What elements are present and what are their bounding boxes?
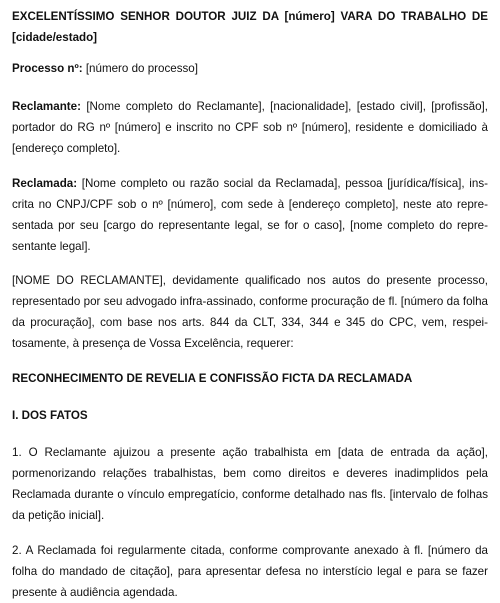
processo-value: [número do processo] (82, 62, 198, 75)
reclamante-label: Reclamante: (12, 100, 81, 113)
intro-paragraph (12, 270, 488, 354)
court-address-text: EXCELENTÍSSIMO SENHOR DOUTOR JUIZ DA [número] VARA DO TRABALHO DE [cidade/estado] (12, 10, 488, 44)
fato-text: 1. O Reclamante ajuizou a presente ação trabalhista em [data de entrada da ação], pormenorizando relações trabalhistas, bem como direitos e deveres inadimplidos pela Reclamada durante o vínculo empregatício, conforme detalhado nas fls. [intervalo de folhas da petição inicial]. (12, 446, 488, 522)
petition-title-text: RECONHECIMENTO DE REVELIA E CONFISSÃO FICTA DA RECLAMADA (12, 372, 413, 385)
fato-text: 2. A Reclamada foi regularmente citada, conforme comprovante anexado à fl. [número da folha do mandado de citação], para apresentar defesa no interstício legal e para se fazer presente à audiência agendada. (12, 544, 488, 599)
petition-title (12, 368, 488, 389)
reclamada-value: [Nome completo ou razão social da Reclamada], pessoa [jurídica/física], inscrita no CNPJ/CPF sob o nº [número], com sede à [endereço completo], neste ato representada por seu [cargo do representante legal, se for o caso], [nome completo do representante legal]. (12, 177, 488, 253)
court-address-heading (12, 6, 488, 48)
reclamada-paragraph (12, 173, 488, 257)
processo-paragraph (12, 58, 488, 79)
reclamante-paragraph (12, 96, 488, 159)
section-heading-fatos (12, 405, 488, 426)
processo-label: Processo nº: (12, 62, 83, 75)
fato-paragraph-2 (12, 540, 488, 603)
reclamante-value: [Nome completo do Reclamante], [nacionalidade], [estado civil], [profissão], portador do RG nº [número] e inscrito no CPF sob nº [número], residente e domiciliado à [endereço completo]. (12, 100, 488, 155)
section-heading-text: I. DOS FATOS (12, 409, 88, 422)
intro-text: [NOME DO RECLAMANTE], devidamente qualificado nos autos do presente processo, representado por seu advogado infra-assinado, conforme procuração de fl. [número da folha da procuração], com base nos arts. 844 da CLT, 334, 344 e 345 do CPC, vem, respeitosamente, à presença de Vossa Excelência, requerer: (12, 274, 488, 350)
reclamada-label: Reclamada: (12, 177, 78, 190)
fato-paragraph-1 (12, 442, 488, 526)
